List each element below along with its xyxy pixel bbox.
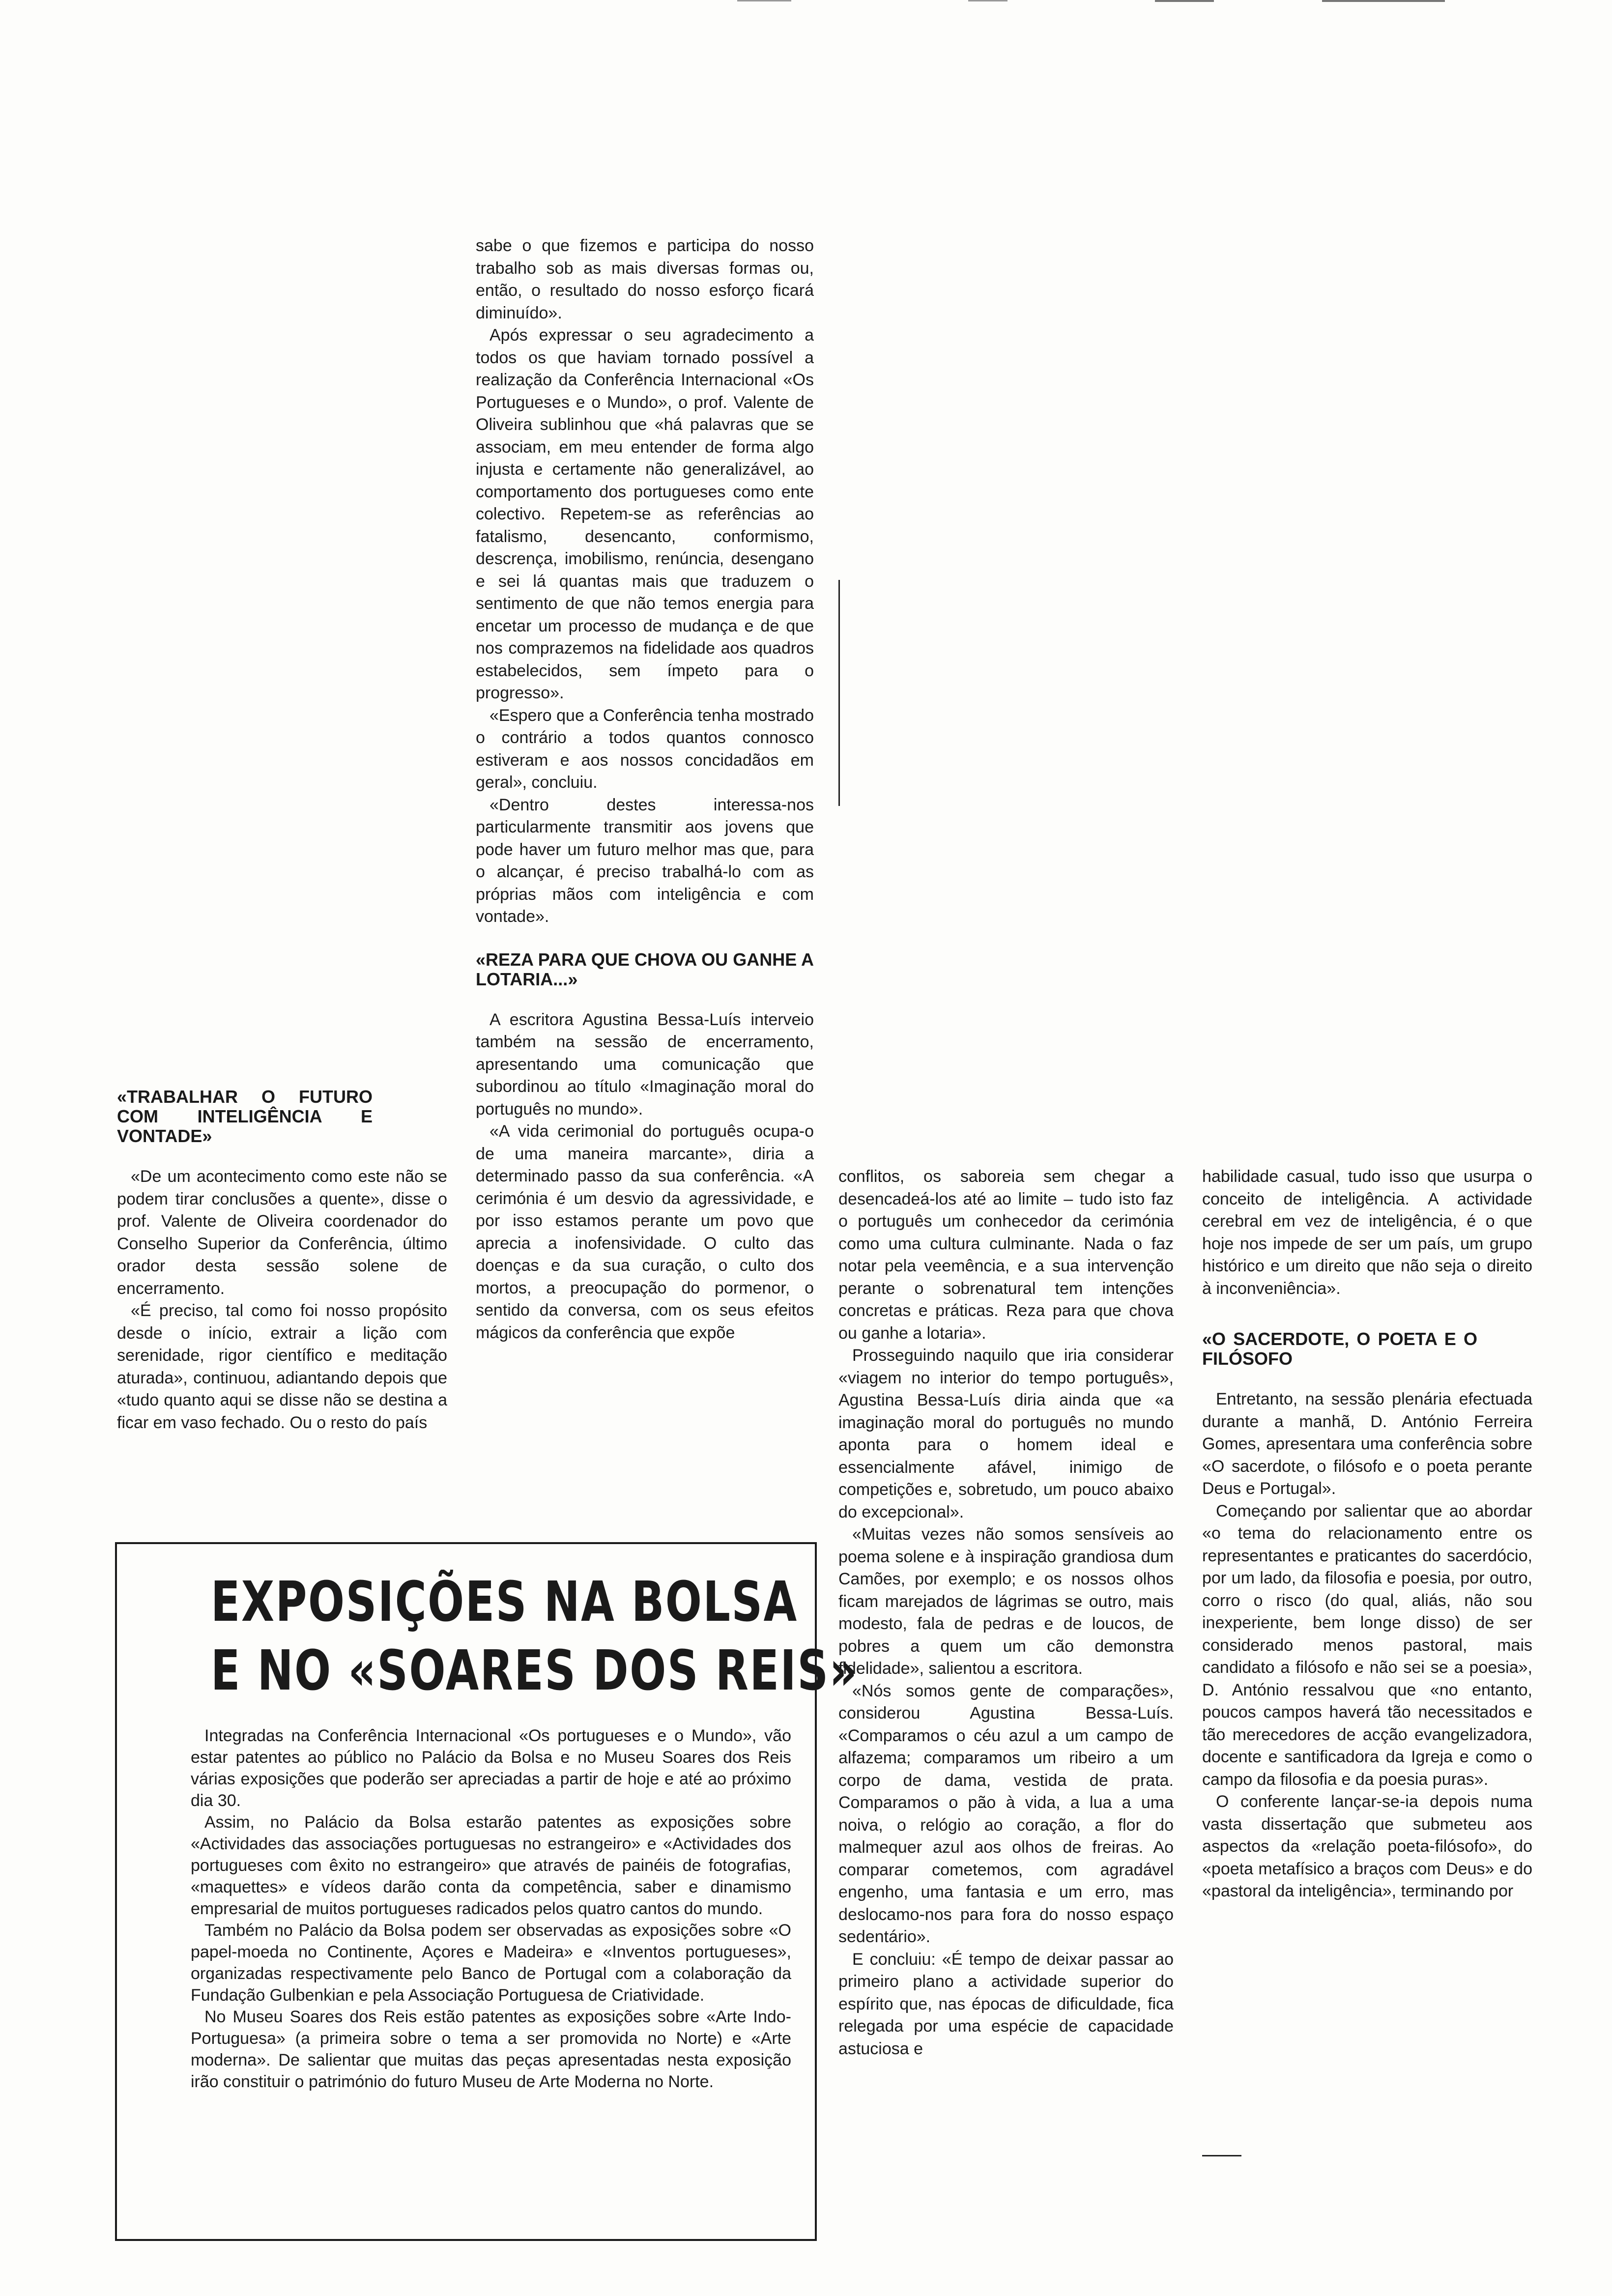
paragraph: Integradas na Conferência Internacional «Os portugueses e o Mundo», vão estar patentes ao público no Palácio da Bolsa e no Museu Soares dos Reis várias exposições que poderão ser apreciadas a partir de hoje e até ao próximo dia 30. [191, 1726, 791, 1810]
paragraph: conflitos, os saboreia sem chegar a desencadeá-los até ao limite – tudo isto faz o português um conhecedor da cerimónia como uma cultura culminante. Nada o faz notar pela veemência, e a sua intervenção perante o sobrenatural tem intenções concretas e práticas. Reza para que chova ou ganhe a lotaria». [838, 1167, 1174, 1343]
column-c [838, 1166, 1174, 2060]
paragraph: habilidade casual, tudo isso que usurpa o conceito de inteligência. A actividade cerebral em vez de inteligência, é o que hoje nos impede de ser um país, um grupo histórico e um direito que não seja o direito à inconveniência». [1202, 1167, 1532, 1298]
end-mark [1202, 2155, 1241, 2156]
section-heading: «O SACERDOTE, O POETA E O FILÓSOFO [1202, 1329, 1477, 1369]
paragraph: «A vida cerimonial do português ocupa-o de uma maneira marcante», diria a determinado passo da sua conferência. «A cerimónia é um desvio da agressividade, e por isso estamos perante um povo que aprecia a inofensividade. O culto das doenças e da sua curação, o culto dos mortos, a preocupação do pormenor, o sentido da conversa, com os seus efeitos mágicos da conferência que expõe [476, 1122, 814, 1342]
paragraph: sabe o que fizemos e participa do nosso trabalho sob as mais diversas formas ou, então, o resultado do nosso esforço ficará diminuído». [476, 236, 814, 322]
paragraph: «De um acontecimento como este não se podem tirar conclusões a quente», disse o prof. Valente de Oliveira coordenador do Conselho Superior da Conferência, último orador desta sessão solene de encerramento. [117, 1167, 447, 1298]
paragraph: «É preciso, tal como foi nosso propósito desde o início, extrair a lição com serenidade, rigor científico e meditação aturada», continuou, adiantando depois que «tudo quanto aqui se disse não se destina a ficar em vaso fechado. Ou o resto do país [117, 1301, 447, 1432]
paragraph: «Espero que a Conferência tenha mostrado o contrário a todos quantos connosco estiveram e aos nossos concidadãos em geral», concluiu. [476, 706, 814, 792]
top-scan-mark [1155, 0, 1214, 2]
paragraph: «Nós somos gente de comparações», considerou Agustina Bessa-Luís. «Comparamos o céu azul a um campo de alfazema; comparamos um ribeiro a um corpo de dama, vestida de prata. Comparamos o pão à vida, a lua a uma noiva, o relógio ao coração, a flor do malmequer azul aos olhos de freiras. Ao comparar cometemos, com agradável engenho, uma fantasia e um erro, mas deslocamo-nos para fora do nosso espaço sedentário». [838, 1681, 1174, 1946]
paragraph: «Muitas vezes não somos sensíveis ao poema solene e à inspiração grandiosa dum Camões, por exemplo; e os nossos olhos ficam marejados de lágrimas se outro, mais modesto, fala de pedras e de loucos, de pobres a quem um cão demonstra fidelidade», salientou a escritora. [838, 1525, 1174, 1678]
paragraph: Prosseguindo naquilo que iria considerar «viagem no interior do tempo português», Agustina Bessa-Luís diria ainda que «a imaginação moral do português no mundo aponta para o homem ideal e essencialmente afável, inimigo de competições e, sobretudo, um pouco abaixo do excepcional». [838, 1346, 1174, 1521]
column-rule [838, 580, 840, 806]
top-scan-mark [1322, 0, 1445, 2]
paragraph: No Museu Soares dos Reis estão patentes as exposições sobre «Arte Indo-Portuguesa» (a primeira sobre o tema a ser promovida no Norte) e «Arte moderna». De salientar que muitas das peças apresentadas nesta exposição irão constituir o património do futuro Museu de Arte Moderna no Norte. [191, 2008, 791, 2091]
column-b [476, 235, 814, 1344]
paragraph: Entretanto, na sessão plenária efectuada durante a manhã, D. António Ferreira Gomes, apresentara uma conferência sobre «O sacerdote, o filósofo e o poeta perante Deus e Portugal». [1202, 1390, 1532, 1498]
column-a [117, 1087, 447, 1434]
column-d [1202, 1166, 1532, 1903]
box-title-line-1: EXPOSIÇÕES NA BOLSA [210, 1570, 798, 1634]
box-title-line-2: E NO «SOARES DOS REIS» [210, 1639, 859, 1703]
paragraph: Após expressar o seu agradecimento a todos os que haviam tornado possível a realização da Conferência Internacional «Os Portugueses e o Mundo», o prof. Valente de Oliveira sublinhou que «há palavras que se associam, em meu entender de forma algo injusta e certamente não generalizável, ao comportamento dos portugueses como ente colectivo. Repetem-se as referências ao fatalismo, desencanto, conformismo, descrença, imobilismo, renúncia, desengano e sei lá quantas mais que traduzem o sentimento de que não temos energia para encetar um processo de mudança e de que nos comprazemos na fidelidade aos quadros estabelecidos, sem ímpeto para o progresso». [476, 326, 814, 702]
paragraph: Começando por salientar que ao abordar «o tema do relacionamento entre os representantes e praticantes do sacerdócio, por um lado, da filosofia e poesia, por outro, corro o risco (do qual, aliás, não sou inexperiente, bem longe disso) de ser considerado menos pastoral, mais candidato a filósofo e não sei se a poesia», D. António ressalvou que «no entanto, poucos campos haverá tão necessitados e tão merecedores de acção evangelizadora, docente e santificadora da Igreja e como o campo da filosofia e da poesia puras». [1202, 1501, 1532, 1789]
paragraph: Também no Palácio da Bolsa podem ser observadas as exposições sobre «O papel-moeda no Continente, Açores e Madeira» e «Inventos portugueses», organizadas respectivamente pelo Banco de Portugal com a colaboração da Fundação Gulbenkian e pela Associação Portuguesa de Criatividade. [191, 1921, 791, 2005]
paragraph: A escritora Agustina Bessa-Luís interveio também na sessão de encerramento, apresentando uma comunicação que subordinou ao título «Imaginação moral do português no mundo». [476, 1010, 814, 1119]
paragraph: O conferente lançar-se-ia depois numa vasta dissertação que submeteu aos aspectos da «relação poeta-filósofo», do «poeta metafísico a braços com Deus» e do «pastoral da inteligência», terminando por [1202, 1792, 1532, 1900]
box-body [191, 1725, 791, 2093]
section-heading: «TRABALHAR O FUTURO COM INTELIGÊNCIA E VONTADE» [117, 1087, 373, 1146]
paragraph: «Dentro destes interessa-nos particularmente transmitir aos jovens que pode haver um futuro melhor mas que, para o alcançar, é preciso trabalhá-lo com as próprias mãos com inteligência e com vontade». [476, 795, 814, 926]
paragraph: E concluiu: «É tempo de deixar passar ao primeiro plano a actividade superior do espírito que, nas épocas de dificuldade, fica relegada por uma espécie de capacidade astuciosa e [838, 1950, 1174, 2058]
exhibitions-box [115, 1542, 859, 2241]
top-scan-mark [968, 0, 1008, 1]
section-heading: «REZA PARA QUE CHOVA OU GANHE A LOTARIA...» [476, 949, 814, 989]
top-scan-mark [737, 0, 791, 1]
paragraph: Assim, no Palácio da Bolsa estarão patentes as exposições sobre «Actividades das associações portuguesas no estrangeiro» e «Actividades dos portugueses com êxito no estrangeiro» que através de painéis de fotografias, «maquettes» e vídeos darão conta da competência, saber e dinamismo empresarial de muitos portugueses radicados pelos quatro cantos do mundo. [191, 1813, 791, 1918]
